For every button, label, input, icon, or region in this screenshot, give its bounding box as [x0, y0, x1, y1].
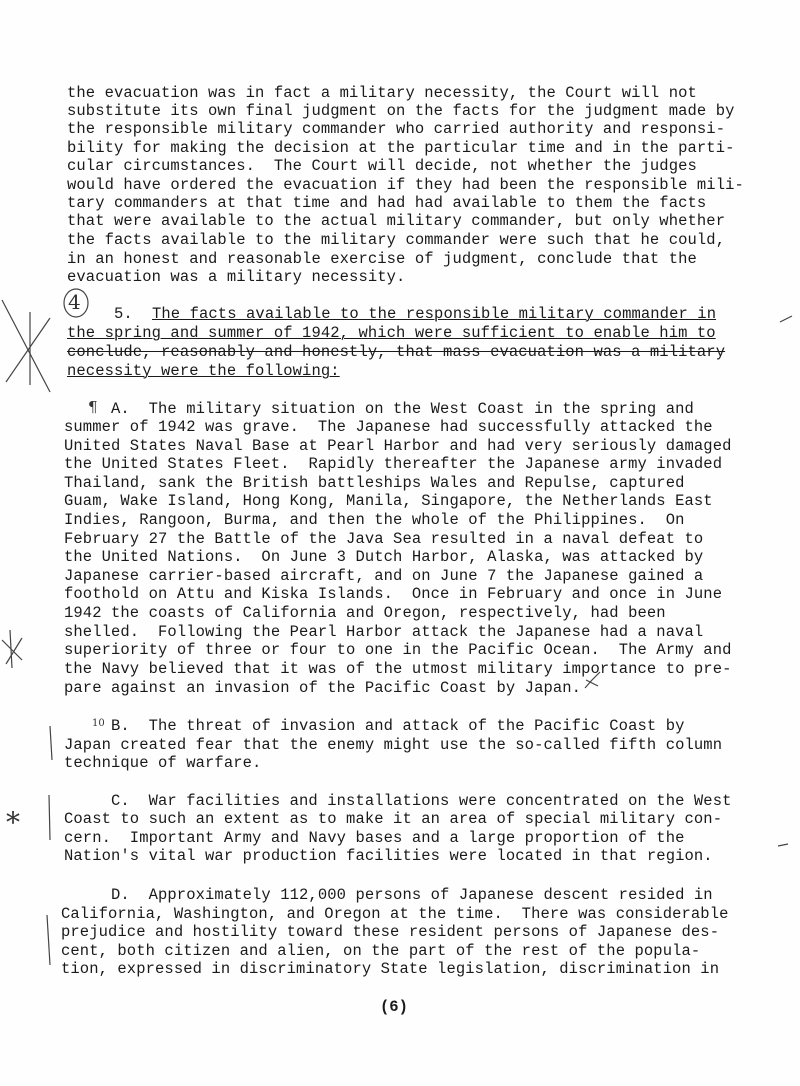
text-line: A. The military situation on the West Coast in the spring and — [111, 400, 694, 418]
text-line: the spring and summer of 1942, which were sufficient to enable him to — [67, 324, 716, 342]
text-line: Guam, Wake Island, Hong Kong, Manila, Singapore, the Netherlands East — [64, 492, 713, 510]
text-line: the United Nations. On June 3 Dutch Harbor, Alaska, was attacked by — [64, 548, 704, 566]
text-line: Thailand, sank the British battleships Wales and Repulse, captured — [64, 474, 685, 492]
text-line: necessity were the following: — [67, 362, 340, 380]
text-line: C. War facilities and installations were concentrated on the West — [111, 792, 732, 810]
text-line: Japan created fear that the enemy might use the so-called fifth column — [64, 736, 723, 754]
text-line: technique of warfare. — [64, 754, 262, 772]
text-line: the facts available to the military commander were such that he could, — [67, 231, 726, 249]
text-line: would have ordered the evacuation if they had been the responsible mili- — [67, 176, 744, 194]
handwritten-circled-number: 4 — [68, 290, 81, 314]
text-line: Coast to such an extent as to make it an area of special military con- — [64, 810, 723, 828]
text-line: B. The threat of invasion and attack of the Pacific Coast by — [111, 717, 685, 735]
text-line: pare against an invasion of the Pacific Coast by Japan. — [64, 679, 582, 697]
text-line: the responsible military commander who carried authority and responsi- — [67, 120, 726, 138]
text-line: superiority of three or four to one in the Pacific Ocean. The Army and — [64, 641, 732, 659]
text-line: bility for making the decision at the particular time and in the parti- — [67, 139, 735, 157]
circle-mark-icon — [64, 289, 88, 317]
text-line: summer of 1942 was grave. The Japanese had successfully attacked the — [64, 418, 713, 436]
text-line: the evacuation was in fact a military necessity, the Court will not — [67, 84, 697, 102]
text-line: that were available to the actual military commander, but only whether — [67, 212, 726, 230]
text-line: D. Approximately 112,000 persons of Japanese descent resided in — [111, 886, 713, 904]
handwritten-asterisk: * — [6, 806, 20, 839]
text-line: foothold on Attu and Kiska Islands. Once in February and once in June — [64, 585, 723, 603]
text-line: The facts available to the responsible military commander in — [152, 305, 717, 323]
text-line: cern. Important Army and Navy bases and a large proportion of the — [64, 829, 685, 847]
text-line: Indies, Rangoon, Burma, and then the whole of the Philippines. On — [64, 511, 685, 529]
paragraph-number: 5. — [114, 305, 133, 323]
text-line: February 27 the Battle of the Java Sea resulted in a naval defeat to — [64, 530, 704, 548]
text-line: the United States Fleet. Rapidly thereafter the Japanese army invaded — [64, 455, 723, 473]
handwritten-para-mark: 10 — [92, 718, 105, 729]
text-line: cular circumstances. The Court will decide, not whether the judges — [67, 157, 697, 175]
text-line: the Navy believed that it was of the utmost military importance to pre- — [64, 660, 732, 678]
text-line: tion, expressed in discriminatory State legislation, discrimination in — [61, 960, 720, 978]
text-line: conclude, reasonably and honestly, that mass evacuation was a military — [67, 343, 726, 361]
text-line: in an honest and reasonable exercise of judgment, conclude that the — [67, 250, 697, 268]
text-line: 1942 the coasts of California and Oregon, respectively, had been — [64, 604, 666, 622]
text-line: tary commanders at that time and had had available to them the facts — [67, 194, 707, 212]
text-line: substitute its own final judgment on the facts for the judgment made by — [67, 102, 735, 120]
text-line: shelled. Following the Pearl Harbor attack the Japanese had a naval — [64, 623, 704, 641]
text-line: cent, both citizen and alien, on the part of the rest of the popula- — [61, 942, 701, 960]
margin-dot-icon — [780, 316, 792, 322]
page-number: (6) — [380, 998, 408, 1016]
text-line: Nation's vital war production facilities were located in that region. — [64, 847, 713, 865]
text-line: United States Naval Base at Pearl Harbor and had very seriously damaged — [64, 437, 732, 455]
text-line: evacuation was a military necessity. — [67, 268, 406, 286]
text-line: prejudice and hostility toward these resident persons of Japanese des- — [61, 923, 720, 941]
text-line: California, Washington, and Oregon at the time. There was considerable — [61, 905, 729, 923]
margin-bar-icon — [50, 726, 52, 760]
handwritten-para-mark: ¶ — [88, 398, 98, 416]
text-line: Japanese carrier-based aircraft, and on June 7 the Japanese gained a — [64, 567, 704, 585]
